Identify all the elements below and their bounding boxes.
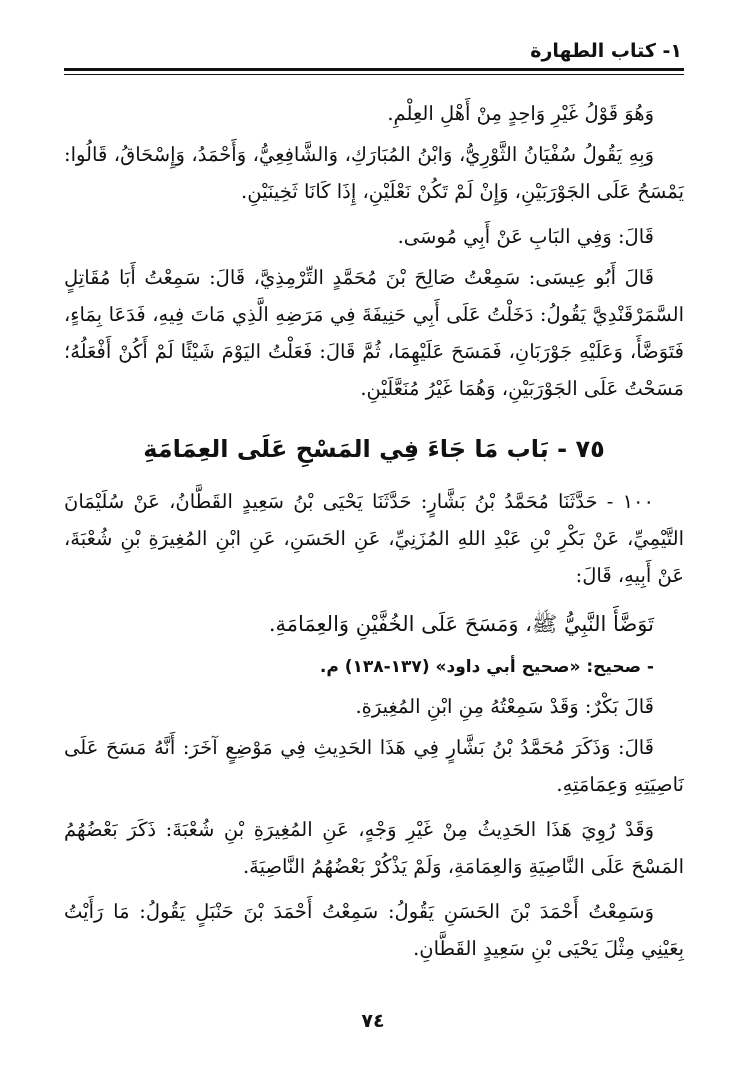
chapter-heading: ٧٥ - بَاب مَا جَاءَ فِي المَسْحِ عَلَى العِمَامَةِ <box>143 435 605 463</box>
running-title: ١- كتاب الطهارة <box>530 40 682 62</box>
hadith-grading: - صحيح: «صحيح أبي داود» (١٣٧-١٣٨) م. <box>319 657 654 677</box>
paragraph-abu-hanifa-report: قَالَ أَبُو عِيسَى: سَمِعْتُ صَالِحَ بْنَ مُحَمَّدٍ التِّرْمِذِيَّ، قَالَ: سَمِعْتُ أَبَا مُقَاتِلٍ السَّمَرْقَنْدِيَّ يَقُولُ: دَخَلْتُ عَلَى أَبِي حَنِيفَةَ فِي مَرَضِهِ الَّذِي مَاتَ فِيهِ، فَدَعَا بِمَاءٍ، فَتَوَضَّأَ، وَعَلَيْهِ جَوْرَبَانِ، فَمَسَحَ عَلَيْهِمَا، ثُمَّ قَالَ: فَعَلْتُ اليَوْمَ شَيْئًا لَمْ أَكُنْ أَفْعَلُهُ؛ مَسَحْتُ عَلَى الجَوْرَبَيْنِ، وَهُمَا غَيْرُ مُنَعَّلَيْنِ. <box>64 266 684 400</box>
page-number: ٧٤ <box>361 1010 385 1032</box>
paragraph-bakr-note: قَالَ بَكْرٌ: وَقَدْ سَمِعْتُهُ مِنِ ابْنِ المُغِيرَةِ. <box>355 695 654 718</box>
paragraph-jurists: وَبِهِ يَقُولُ سُفْيَانُ الثَّوْرِيُّ، وَابْنُ المُبَارَكِ، وَالشَّافِعِيُّ، وَأَحْمَدُ، وَإِسْحَاقُ، قَالُوا: يَمْسَحُ عَلَى الجَوْرَبَيْنِ، وَإِنْ لَمْ تَكُنْ نَعْلَيْنِ، إِذَا كَانَا ثَخِينَيْنِ. <box>64 143 684 203</box>
header-rule-thick <box>64 68 684 71</box>
page-body <box>64 95 684 975</box>
paragraph-other-routes: وَقَدْ رُوِيَ هَذَا الحَدِيثُ مِنْ غَيْرِ وَجْهٍ، عَنِ المُغِيرَةِ بْنِ شُعْبَةَ: ذَكَرَ بَعْضُهُمُ المَسْحَ عَلَى النَّاصِيَةِ وَالعِمَامَةِ، وَلَمْ يَذْكُرْ بَعْضُهُمُ النَّاصِيَةَ. <box>64 818 684 878</box>
hadith-matn: تَوَضَّأَ النَّبِيُّ ﷺ، وَمَسَحَ عَلَى الخُفَّيْنِ وَالعِمَامَةِ. <box>268 612 654 636</box>
paragraph-chapter-note: قَالَ: وَفِي البَابِ عَنْ أَبِي مُوسَى. <box>397 225 654 248</box>
paragraph-nasiya-note: قَالَ: وَذَكَرَ مُحَمَّدُ بْنُ بَشَّارٍ فِي هَذَا الحَدِيثِ فِي مَوْضِعٍ آخَرَ: أَنَّهُ مَسَحَ عَلَى نَاصِيَتِهِ وَعِمَامَتِهِ. <box>64 736 684 796</box>
hadith-isnad: ١٠٠ - حَدَّثَنَا مُحَمَّدُ بْنُ بَشَّارٍ: حَدَّثَنَا يَحْيَى بْنُ سَعِيدٍ القَطَّانُ، عَنْ سُلَيْمَانَ التَّيْمِيِّ، عَنْ بَكْرِ بْنِ عَبْدِ اللهِ المُزَنِيِّ، عَنِ الحَسَنِ، عَنِ ابْنِ المُغِيرَةِ بْنِ شُعْبَةَ، عَنْ أَبِيهِ، قَالَ: <box>64 490 684 587</box>
paragraph-scholars-view: وَهُوَ قَوْلُ غَيْرِ وَاحِدٍ مِنْ أَهْلِ العِلْمِ. <box>387 102 654 125</box>
paragraph-ahmad-quote: وَسَمِعْتُ أَحْمَدَ بْنَ الحَسَنِ يَقُولُ: سَمِعْتُ أَحْمَدَ بْنَ حَنْبَلٍ يَقُولُ: مَا رَأَيْتُ بِعَيْنِي مِثْلَ يَحْيَى بْنِ سَعِيدٍ القَطَّانِ. <box>64 900 684 960</box>
header-rule-thin <box>64 74 684 75</box>
